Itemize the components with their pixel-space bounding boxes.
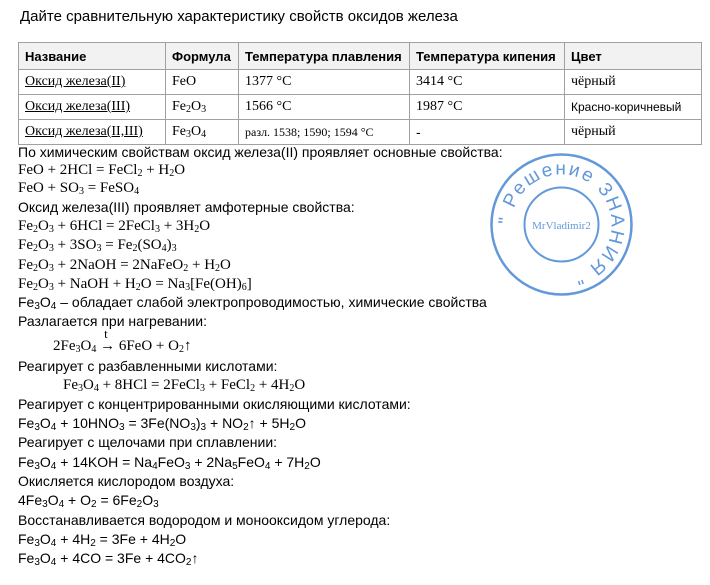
equation: $2Fe_3O_4$ t → $6FeO + O_2↑$ (53, 326, 192, 355)
header-melting: Температура плавления (239, 43, 410, 70)
text-line: Восстанавливается водородом и монооксидом углерода: (18, 512, 391, 528)
equation: $Fe_2O_3 + 6HCl$ = 2FeCl$_3$ + $3H_2O$ (18, 218, 211, 235)
boiling-point: - (410, 120, 565, 145)
text-line: По химическим свойствам оксид железа(II) проявляет основные свойства: (18, 144, 503, 160)
boiling-point: 1987 °C (410, 95, 565, 120)
header-color: Цвет (565, 43, 702, 70)
equation: $4Fe_3O_4 + O_2 = 6Fe_2O_3$ (18, 492, 159, 510)
stamp-ring-text: " Решение ЗНАНИЯ " (495, 158, 628, 289)
table-header-row (19, 43, 702, 70)
melting-point: 1377 °C (239, 70, 410, 95)
equation: $Fe_2O_3 + 3SO_3 = Fe_2(SO_4)_3$ (18, 237, 177, 254)
stamp-seal (489, 152, 634, 297)
table-row (19, 95, 702, 120)
equation: $Fe_2O_3$ + NaOH + $H_2O = Na_3[Fe(OH)_6]$ (18, 276, 252, 293)
stamp-center-text: MrVladimir2 (532, 220, 591, 232)
oxide-color: чёрный (565, 70, 702, 95)
table-row (19, 120, 702, 145)
equation: $Fe_3O_4 + 8HCl$ = 2FeCl$_3$ + FeCl$_2$ + $4H_2O$ (63, 377, 306, 394)
header-boiling: Температура кипения (410, 43, 565, 70)
boiling-point: 3414 °C (410, 70, 565, 95)
melting-point: разл. 1538; 1590; 1594 °C (239, 120, 410, 145)
oxide-formula: FeO (166, 70, 239, 95)
oxide-name: Оксид железа(II) (19, 70, 166, 95)
text-line: Реагирует с щелочами при сплавлении: (18, 434, 278, 450)
text-line: $Fe_3O_4$ – обладает слабой электропроводимостью, химические свойства (18, 294, 487, 312)
equation: FeO + 2HCl = FeCl$_2$ + $H_2O$ (18, 162, 186, 179)
table-row (19, 70, 702, 95)
oxide-name: Оксид железа(II,III) (19, 120, 166, 145)
text-line: Оксид железа(III) проявляет амфотерные свойства: (18, 199, 355, 215)
equation: FeO + $SO_3$ = FeSO$_4$ (18, 180, 140, 197)
header-name: Название (19, 43, 166, 70)
equation: $Fe_3O_4 + 4CO = 3Fe$ + $4CO_2↑$ (18, 550, 199, 568)
task-heading: Дайте сравнительную характеристику свойств оксидов железа (20, 8, 458, 25)
text-line: Разлагается при нагревании: (18, 313, 207, 329)
header-formula: Формула (166, 43, 239, 70)
melting-point: 1566 °C (239, 95, 410, 120)
text-line: Окисляется кислородом воздуха: (18, 473, 235, 489)
oxide-formula: $Fe_3O_4$ (166, 120, 239, 145)
oxides-table (18, 42, 702, 145)
text-line: Реагирует с концентрированными окисляющими кислотами: (18, 396, 411, 412)
equation: $Fe_2O_3$ + 2NaOH = 2NaFeO$_2$ + $H_2O$ (18, 257, 231, 274)
text-line: Реагирует с разбавленными кислотами: (18, 358, 278, 374)
oxide-name: Оксид железа(III) (19, 95, 166, 120)
oxide-formula: $Fe_2O_3$ (166, 95, 239, 120)
equation: $Fe_3O_4 + 4H_2 = 3Fe + 4H_2O$ (18, 531, 187, 549)
oxide-color: Красно-коричневый (565, 95, 702, 120)
equation: $Fe_3O_4 + 10HNO_3 = 3Fe(NO_3)_3$ + $NO_2↑ + 5H_2O$ (18, 415, 306, 433)
equation: $Fe_3O_4 + 14KOH = Na_4FeO_3 + 2Na_5FeO_4 + 7H_2O$ (18, 454, 321, 472)
oxide-color: чёрный (565, 120, 702, 145)
